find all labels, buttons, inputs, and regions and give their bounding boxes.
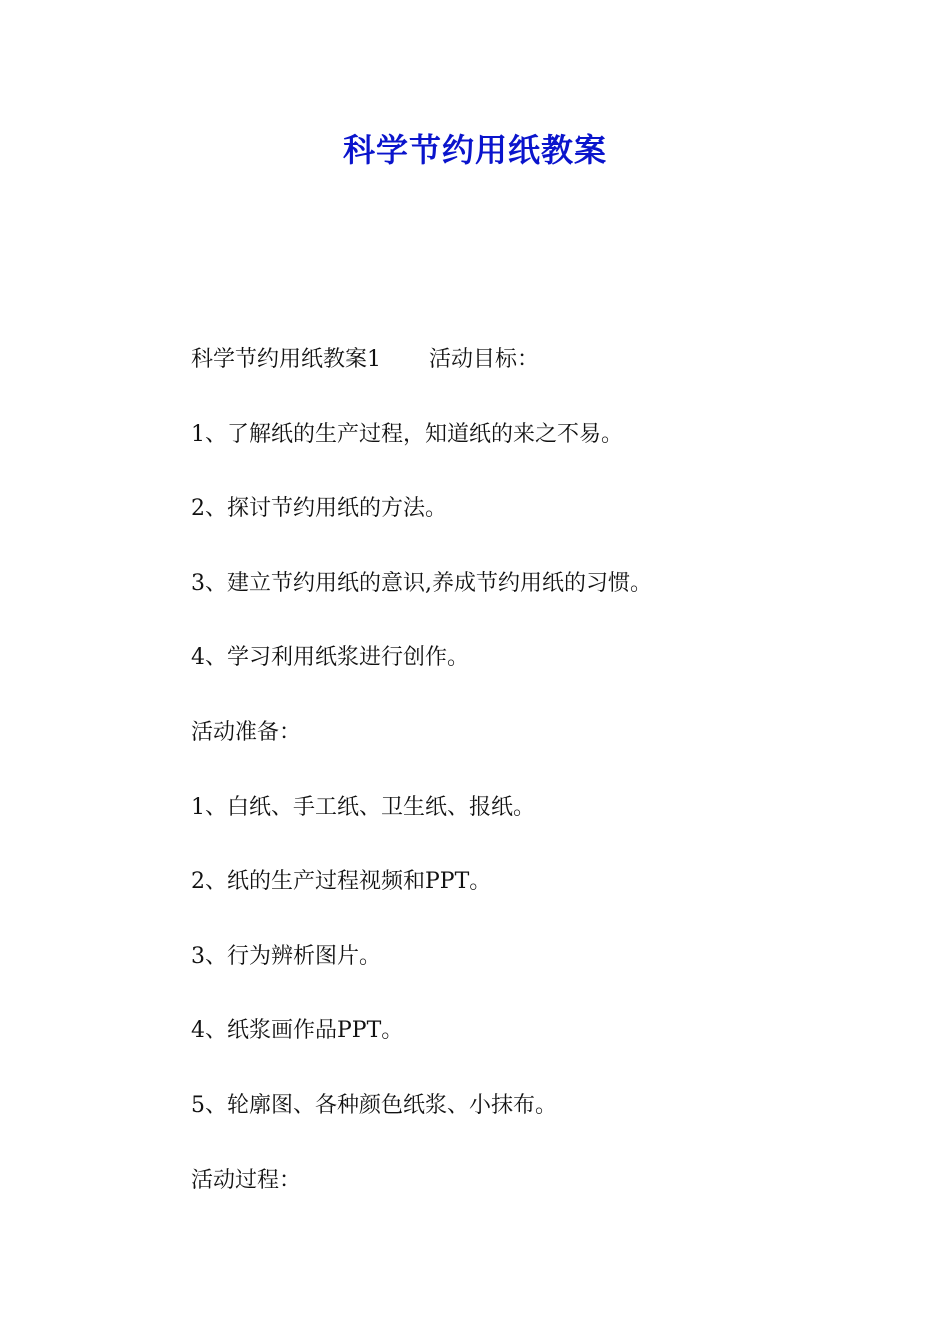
preparation-item-1: 1、白纸、手工纸、卫生纸、报纸。 bbox=[191, 794, 535, 820]
preparation-item-2: 2、纸的生产过程视频和PPT。 bbox=[191, 869, 492, 895]
section-goals-heading: 活动目标： bbox=[429, 347, 540, 372]
goal-item-2: 2、探讨节约用纸的方法。 bbox=[191, 496, 447, 522]
preparation-item-3: 3、行为辨析图片。 bbox=[191, 943, 381, 969]
document-body bbox=[191, 342, 891, 1237]
preparation-item-5: 5、轮廓图、各种颜色纸浆、小抹布。 bbox=[191, 1092, 557, 1118]
lesson-heading-line bbox=[191, 342, 891, 378]
section-process-heading: 活动过程： bbox=[191, 1167, 302, 1193]
goal-item-3: 3、建立节约用纸的意识,养成节约用纸的习惯。 bbox=[191, 570, 652, 596]
document-title: 科学节约用纸教案 bbox=[342, 131, 607, 169]
lesson-title: 科学节约用纸教案1 bbox=[191, 347, 381, 372]
section-preparation-heading: 活动准备： bbox=[191, 719, 302, 745]
goal-item-1: 1、了解纸的生产过程，知道纸的来之不易。 bbox=[191, 421, 623, 447]
goal-item-4: 4、学习利用纸浆进行创作。 bbox=[191, 645, 469, 671]
preparation-item-4: 4、纸浆画作品PPT。 bbox=[191, 1018, 404, 1044]
